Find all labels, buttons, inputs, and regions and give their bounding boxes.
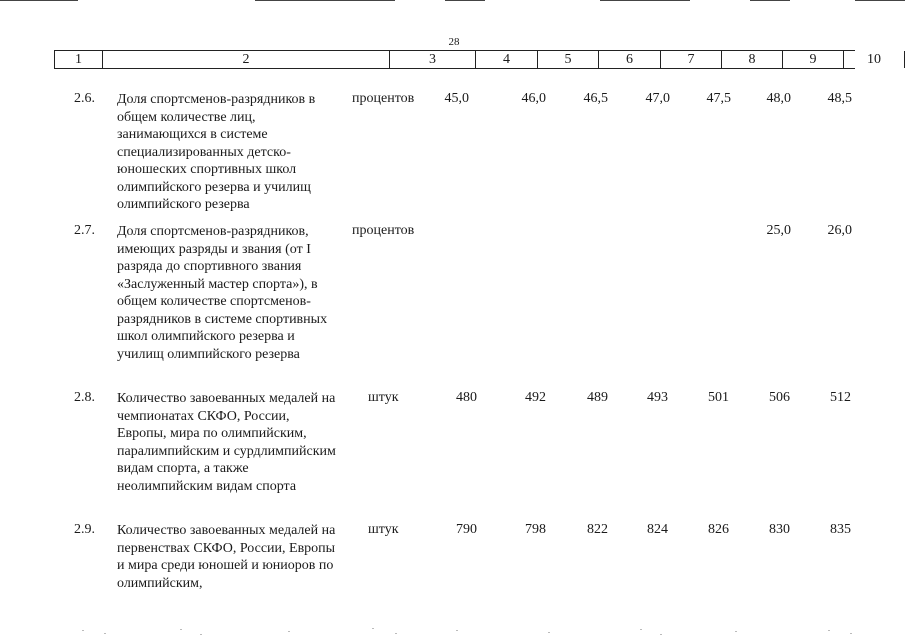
row-value: 798 <box>525 522 546 537</box>
row-value: 506 <box>769 390 790 405</box>
scan-edge-line <box>445 0 485 1</box>
table-header <box>54 50 881 69</box>
row-unit: процентов <box>352 91 415 106</box>
row-value: 48,5 <box>827 91 852 106</box>
row-unit: процентов <box>352 223 415 238</box>
row-value: 489 <box>587 390 608 405</box>
column-header: 4 <box>476 51 538 68</box>
scan-edge-line <box>750 0 790 1</box>
row-value: 25,0 <box>766 223 791 238</box>
scan-edge-line <box>855 0 905 1</box>
row-description: Количество завоеванных медалей на чемпионатах СКФО, России, Европы, мира по олимпийским, паралимпийским и сурдлимпийским видам спорта, а также неолимпийским видам спорта <box>117 391 336 494</box>
row-description: Количество завоеванных медалей на первенствах СКФО, России, Европы и мира среди юношей и юниоров по олимпийским, <box>117 523 336 591</box>
row-value: 47,5 <box>706 91 731 106</box>
scan-edge-line <box>600 0 690 1</box>
row-value: 790 <box>456 522 477 537</box>
row-value: 46,5 <box>583 91 608 106</box>
row-value: 48,0 <box>766 91 791 106</box>
row-number: 2.8. <box>74 390 95 405</box>
column-header: 8 <box>722 51 783 68</box>
row-number: 2.6. <box>74 91 95 106</box>
row-value: 512 <box>830 390 851 405</box>
row-unit: штук <box>368 522 399 537</box>
row-value: 492 <box>525 390 546 405</box>
row-value: 835 <box>830 522 851 537</box>
row-value: 824 <box>647 522 668 537</box>
row-value: 480 <box>456 390 477 405</box>
row-value: 26,0 <box>827 223 852 238</box>
row-value: 501 <box>708 390 729 405</box>
column-header: 2 <box>103 51 390 68</box>
row-number: 2.7. <box>74 223 95 238</box>
row-number: 2.9. <box>74 522 95 537</box>
row-value: 45,0 <box>444 91 469 106</box>
column-header: 6 <box>599 51 661 68</box>
row-description: Доля спортсменов-разрядников, имеющих разряды и звания (от I разряда до спортивного звания «Заслуженный мастер спорта»), в общем количестве спортсменов-разрядников в системе спортивных школ олимпийского резерва и училищ олимпийского резерва <box>117 224 328 362</box>
row-description: Доля спортсменов-разрядников в общем количестве лиц, занимающихся в системе специализированных детско-юношеских спортивных школ олимпийского резерва и училищ олимпийского резерва <box>117 92 316 212</box>
row-value: 46,0 <box>521 91 546 106</box>
column-header: 7 <box>661 51 722 68</box>
page-number: 28 <box>448 36 460 48</box>
row-unit: штук <box>368 390 399 405</box>
column-header: 3 <box>390 51 476 68</box>
column-header: 10 <box>844 51 905 68</box>
column-header: 1 <box>55 51 103 68</box>
scan-edge-line <box>0 0 78 1</box>
row-value: 493 <box>647 390 668 405</box>
scan-edge-line <box>255 0 395 1</box>
row-value: 826 <box>708 522 729 537</box>
scan-noise <box>0 624 905 640</box>
row-value: 830 <box>769 522 790 537</box>
column-header: 5 <box>538 51 599 68</box>
column-header: 9 <box>783 51 844 68</box>
row-value: 822 <box>587 522 608 537</box>
row-value: 47,0 <box>645 91 670 106</box>
